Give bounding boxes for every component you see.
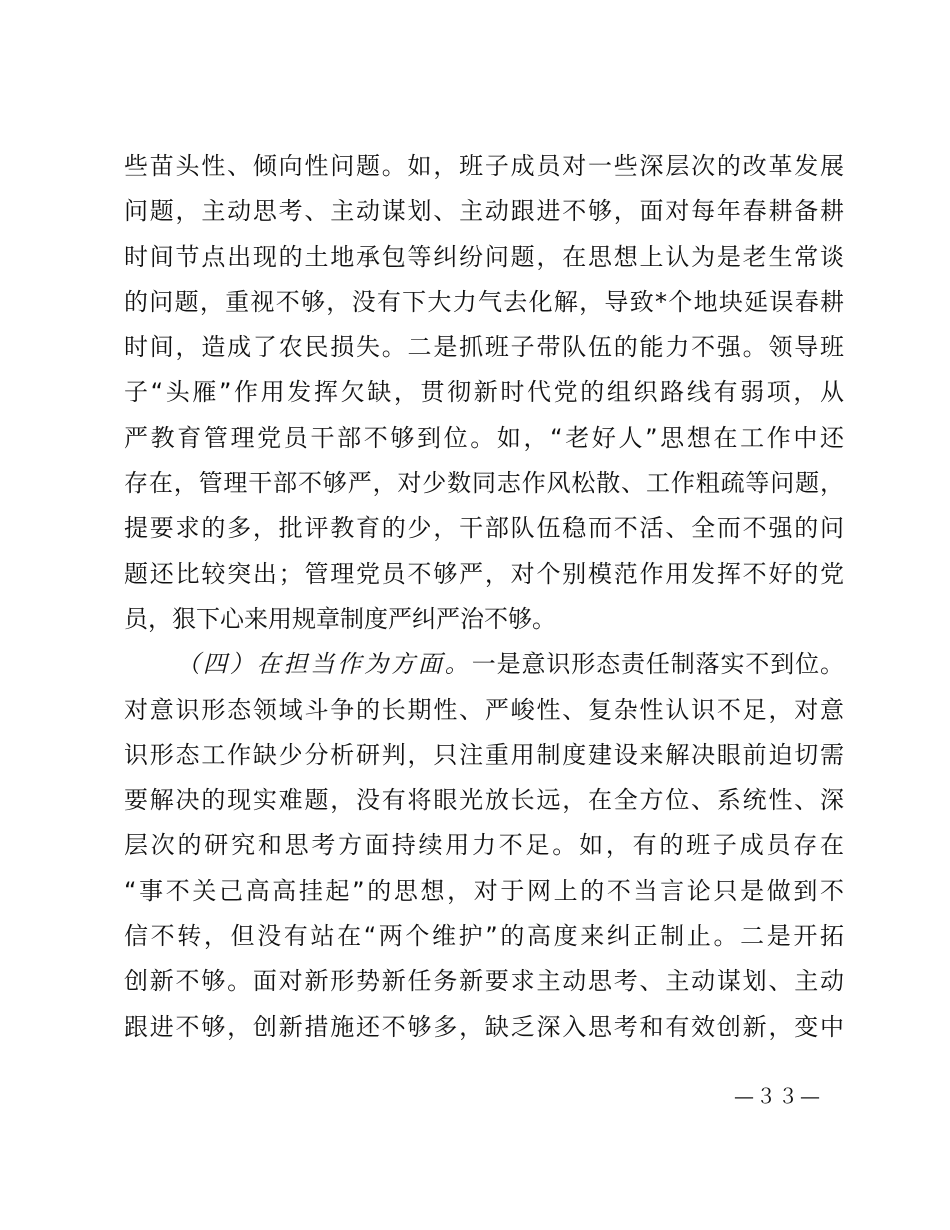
text-line: 信不转，但没有站在“两个维护”的高度来纠正制止。二是开拓 [124,922,844,951]
text-line: 时间节点出现的土地承包等纠纷问题，在思想上认为是老生常谈 [124,242,844,271]
text-line: 严教育管理党员干部不够到位。如，“老好人”思想在工作中还 [124,423,844,452]
text-line: 些苗头性、倾向性问题。如，班子成员对一些深层次的改革发展 [124,152,844,180]
section-line [124,642,844,687]
text-line: 提要求的多，批评教育的少，干部队伍稳而不活、全而不强的问 [124,514,844,543]
text-line: 存在，管理干部不够严，对少数同志作风松散、工作粗疏等问题， [124,469,844,498]
text-line: 层次的研究和思考方面持续用力不足。如，有的班子成员存在 [124,831,844,860]
section-heading: （四）在担当作为方面。 [176,650,472,679]
page-number: —３３— [734,1084,822,1108]
text-line: 要解决的现实难题，没有将眼光放长远，在全方位、系统性、深 [124,786,844,815]
text-line: 跟进不够，创新措施还不够多，缺乏深入思考和有效创新，变中 [124,1012,844,1041]
text-line: 识形态工作缺少分析研判，只注重用制度建设来解决眼前迫切需 [124,740,844,769]
text-line: 对意识形态领域斗争的长期性、严峻性、复杂性认识不足，对意 [124,695,844,724]
text-line: 子“头雁”作用发挥欠缺，贯彻新时代党的组织路线有弱项，从 [124,378,844,407]
section-line-rest: 一是意识形态责任制落实不到位。 [471,650,845,679]
text-line: 时间，造成了农民损失。二是抓班子带队伍的能力不强。领导班 [124,333,844,362]
body-text [124,144,844,1050]
text-line: 的问题，重视不够，没有下大力气去化解，导致*个地块延误春耕 [124,287,844,316]
text-line: 问题，主动思考、主动谋划、主动跟进不够，面对每年春耕备耕 [124,197,844,226]
text-line: “事不关己高高挂起”的思想，对于网上的不当言论只是做到不 [124,876,844,905]
text-line: 题还比较突出；管理党员不够严，对个别模范作用发挥不好的党 [124,559,844,588]
text-line: 员，狠下心来用规章制度严纠严治不够。 [124,604,556,633]
text-line: 创新不够。面对新形势新任务新要求主动思考、主动谋划、主动 [124,967,844,996]
